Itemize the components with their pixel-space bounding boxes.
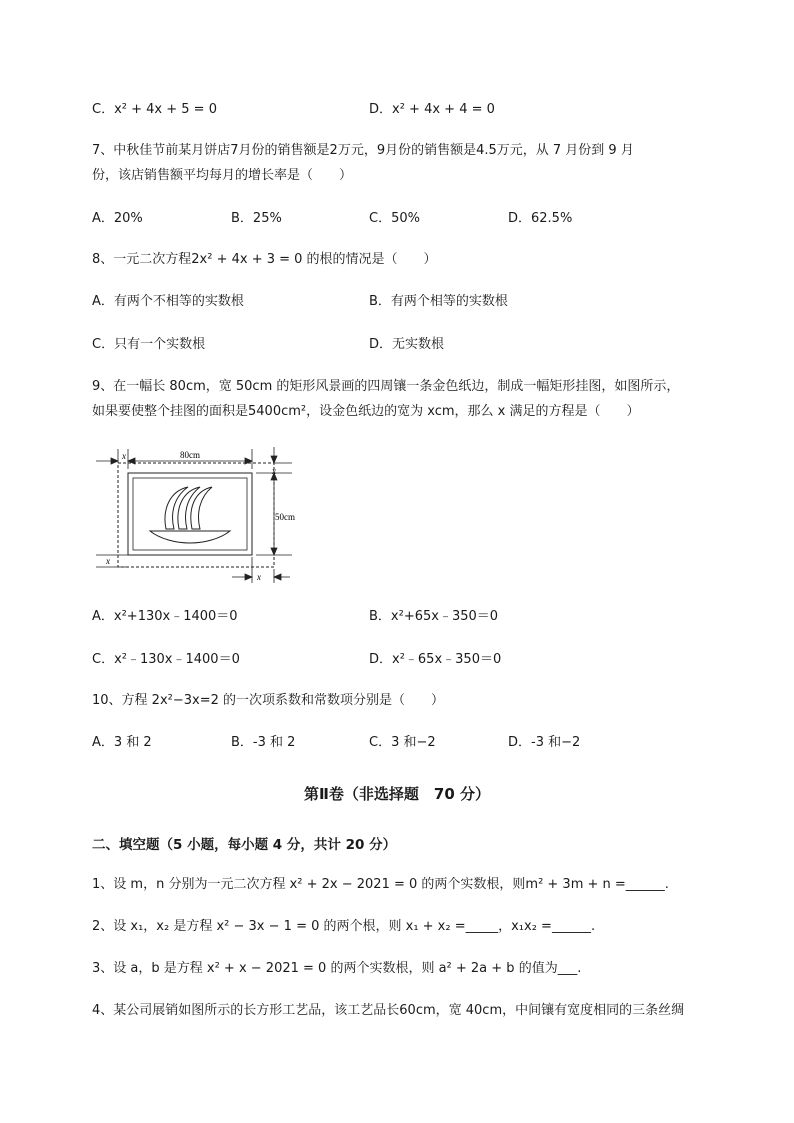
outer-frame-dashed xyxy=(118,463,274,567)
fill-in-question-3: 3、设 a，b 是方程 x² + x − 2021 = 0 的两个实数根，则 a² + 2a + b 的值为___. xyxy=(92,961,582,976)
fill-in-question-4: 4、某公司展销如图所示的长方形工艺品，该工艺品长60cm，宽 40cm，中间镶有宽度相同的三条丝绸 xyxy=(92,1003,685,1018)
q10-stem: 10、方程 2x²−3x=2 的一次项系数和常数项分别是（ ） xyxy=(92,693,445,708)
part2-title: 第Ⅱ卷（非选择题 70 分） xyxy=(304,785,490,803)
q7-stem-line2: 份，该店销售额平均每月的增长率是（ ） xyxy=(92,168,353,183)
painting-inner-frame xyxy=(133,478,247,550)
sailboat-icon xyxy=(150,487,230,543)
width-dimension xyxy=(96,449,252,469)
q6-option-c: C．x² + 4x + 5 = 0 xyxy=(92,102,217,117)
q9-option-b: B．x²+65x﹣350＝0 xyxy=(369,609,499,624)
q7-option-d: D．62.5% xyxy=(508,211,573,226)
border-dimension-bottom xyxy=(232,557,290,583)
q8-option-c: C．只有一个实数根 xyxy=(92,337,206,352)
q7-option-b: B．25% xyxy=(231,211,282,226)
q8-option-a: A．有两个不相等的实数根 xyxy=(92,294,244,309)
q7-option-c: C．50% xyxy=(369,211,420,226)
width-label: 80cm xyxy=(180,450,200,460)
q8-stem: 8、一元二次方程2x² + 4x + 3 = 0 的根的情况是（ ） xyxy=(92,252,437,267)
q10-option-b: B．-3 和 2 xyxy=(231,735,296,750)
q8-option-b: B．有两个相等的实数根 xyxy=(369,294,508,309)
q7-stem-line1: 7、中秋佳节前某月饼店7月份的销售额是2万元，9月份的销售额是4.5万元，从 7 月份到 9 月 xyxy=(92,143,634,158)
border-label-right: x xyxy=(272,466,276,476)
border-dimension-left xyxy=(96,555,128,567)
q8-option-d: D．无实数根 xyxy=(369,337,445,352)
q9-option-d: D．x²﹣65x﹣350＝0 xyxy=(369,652,502,667)
q9-stem-line2: 如果要使整个挂图的面积是5400cm²，设金色纸边的宽为 xcm，那么 x 满足的方程是（ ） xyxy=(92,404,640,419)
q9-stem-line1: 9、在一幅长 80cm，宽 50cm 的矩形风景画的四周镶一条金色纸边，制成一幅矩形挂图，如图所示， xyxy=(92,379,680,394)
q10-option-a: A．3 和 2 xyxy=(92,735,152,750)
fill-in-question-2: 2、设 x₁，x₂ 是方程 x² − 3x − 1 = 0 的两个根，则 x₁ + x₂ =_____，x₁x₂ =______. xyxy=(92,919,596,934)
border-label-left: x xyxy=(106,556,110,566)
fill-in-question-1: 1、设 m，n 分别为一元二次方程 x² + 2x − 2021 = 0 的两个实数根，则m² + 3m + n =______. xyxy=(92,877,669,892)
q9-option-a: A．x²+130x﹣1400＝0 xyxy=(92,609,238,624)
border-label-top: x xyxy=(122,451,126,461)
q7-option-a: A．20% xyxy=(92,211,143,226)
q10-option-d: D．-3 和−2 xyxy=(508,735,581,750)
section-fill-in-heading: 二、填空题（5 小题，每小题 4 分，共计 20 分） xyxy=(92,837,397,853)
height-dimension xyxy=(256,447,292,555)
q10-option-c: C．3 和−2 xyxy=(369,735,436,750)
height-label: 50cm xyxy=(275,512,295,522)
q6-option-d: D．x² + 4x + 4 = 0 xyxy=(369,102,495,117)
q9-option-c: C．x²﹣130x﹣1400＝0 xyxy=(92,652,240,667)
border-label-bottom: x xyxy=(257,572,261,582)
frame-diagram xyxy=(92,443,302,585)
